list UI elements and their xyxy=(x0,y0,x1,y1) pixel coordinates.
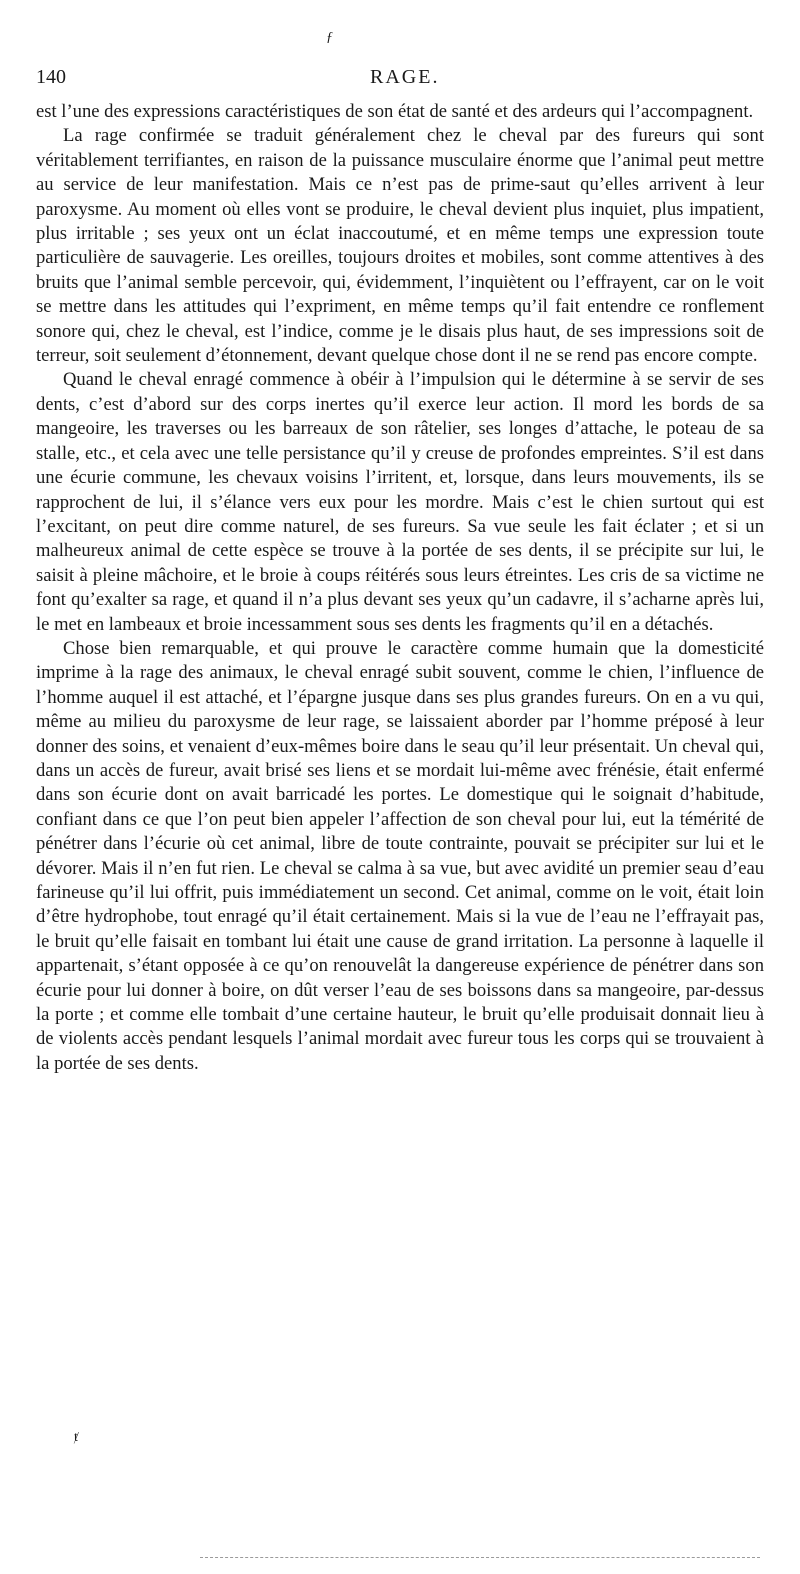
footer-dashed-rule xyxy=(200,1557,760,1558)
paragraph-cheval-enrage: Quand le cheval enragé commence à obéir à l’impulsion qui le détermine à se servir de ses dents, c’est d’abord sur des corps inertes qu’il exerce leur action. Il mord les bords de sa mangeoire, les traverses ou les barreaux de son râtelier, ses longes d’attache, le poteau de sa stalle, etc., et cela avec une telle persistance qu’il y creuse de profondes empreintes. S’il est dans une écurie commune, les chevaux voisins l’irritent, et, lorsque, dans leurs mouvements, ils se rapprochent de lui, il s’élance vers eux pour les mordre. Mais c’est le chien surtout qui est l’excitant, on peut dire comme naturel, de ses fureurs. Sa vue seule les fait éclater ; et si un malheureux animal de cette espèce se trouve à la portée de ses dents, il se précipite sur lui, le saisit à pleine mâchoire, et le broie à coups réitérés sous leurs étreintes. Les cris de sa victime ne font qu’exalter sa rage, et quand il n’a plus devant ses yeux qu’un cadavre, il s’acharne après lui, le met en lambeaux et broie incessamment sous ses dents les fragments qu’il en a détachés. xyxy=(36,369,764,635)
page-number: 140 xyxy=(36,66,66,88)
body-text xyxy=(36,100,764,1076)
paragraph-continuation: est l’une des expressions caractéristiques de son état de santé et des ardeurs qui l’accompagnent. xyxy=(36,101,754,122)
paragraph-chose-remarquable: Chose bien remarquable, et qui prouve le caractère comme humain que la domesticité imprime à la rage des animaux, le cheval enragé subit souvent, comme le chien, l’influence de l’homme auquel il est attaché, et l’épargne jusque dans ses plus grandes fureurs. On en a vu qui, même au milieu du paroxysme de leur rage, se laissaient aborder par l’homme préposé à leur donner des soins, et venaient d’eux-mêmes boire dans le seau qu’il leur présentait. Un cheval qui, dans un accès de fureur, avait brisé ses liens et se mordait lui-même avec frénésie, était enfermé dans son écurie dont on avait barricadé les portes. Le domestique qui le soignait d’habitude, confiant dans ce que l’on peut bien appeler l’affection de son cheval pour lui, eut la témérité de pénétrer dans l’écurie où cet animal, libre de toute contrainte, pouvait se précipiter sur lui et le dévorer. Mais il n’en fut rien. Le cheval se calma à sa vue, but avec avidité un premier seau d’eau farineuse qu’il lui offrit, puis immédiatement un second. Cet animal, comme on le voit, était loin d’être hydrophobe, tout enragé qu’il était certainement. Mais si la vue de l’eau ne l’effrayait pas, le bruit qu’elle faisait en tombant lui était une cause de grand irritation. La personne à laquelle il appartenait, s’étant opposée à ce qu’on renouvelât la dangereuse expérience de pénétrer dans son écurie pour lui donner à boire, on dût verser l’eau de ses boissons dans sa mangeoire, par-dessus la porte ; et comme elle tombait d’une certaine hauteur, le bruit qu’elle produisait donnait lieu à de violents accès pendant lesquels l’animal mordait avec fureur tous les corps qui se trouvaient à la portée de ses dents. xyxy=(36,637,764,1074)
printer-mark: ƒ xyxy=(326,30,333,45)
running-title: RAGE. xyxy=(370,66,440,88)
printer-mark-bottom: ⱦ xyxy=(74,1430,78,1445)
paragraph-rage-confirmee: La rage confirmée se traduit généralement chez le cheval par des fureurs qui sont véritablement terrifiantes, en raison de la puissance musculaire énorme que l’animal peut mettre au service de leur manifestation. Mais ce n’est pas de prime-saut qu’elles arrivent à leur paroxysme. Au moment où elles vont se produire, le cheval devient plus inquiet, plus impatient, plus irritable ; ses yeux ont un éclat inaccoutumé, et en même temps une expression toute particulière de sauvagerie. Les oreilles, toujours droites et mobiles, sont comme attentives à des bruits que l’animal semble percevoir, qui, évidemment, l’inquiètent ou l’effrayent, car on le voit se mettre dans les attitudes qui l’expriment, en même temps qu’il fait entendre ce ronflement sonore qui, chez le cheval, est l’indice, comme je le disais plus haut, de ses impressions soit de terreur, soit seulement d’étonnement, devant quelque chose dont il ne se rend pas encore compte. xyxy=(36,125,764,367)
running-header xyxy=(36,66,760,96)
